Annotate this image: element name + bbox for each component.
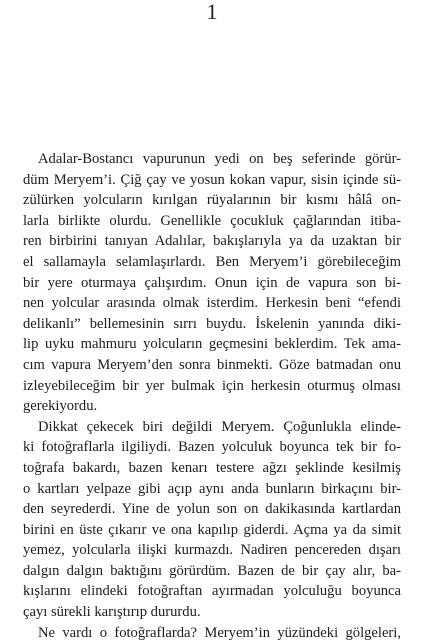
text-line: el sallamayla selamlaşırlardı. Ben Meryem’i görebileceğim bbox=[23, 253, 401, 270]
paragraph bbox=[23, 149, 401, 417]
chapter-number: 1 bbox=[206, 0, 218, 24]
text-line: Dikkat çekecek biri değildi Meryem. Çoğunlukla elinde- bbox=[38, 418, 401, 435]
text-line: cım vapura Meryem’den sonra binmekti. Göze batmadan onu bbox=[23, 356, 401, 373]
text-line: o kartları yelpaze gibi açıp aynı anda bunların birkaçını bir- bbox=[23, 480, 401, 497]
text-line: birini en üste çıkarır ve ona kapılıp giderdi. Açma ya da simit bbox=[23, 521, 401, 538]
body-text bbox=[23, 149, 401, 643]
text-line: yemez, yolcularla ilişki kurmazdı. Nadiren pencereden dışarı bbox=[23, 542, 401, 559]
text-line: izleyebileceğim bir yer bulmak için herkesin oturmuş olması bbox=[23, 377, 401, 394]
text-line: toğrafa bakardı, bazen kenarı testere ağzı şeklinde kesilmiş bbox=[23, 459, 401, 476]
text-line: düm Meryem’i. Çiğ çay ve yosun kokan vapur, sisin içinde sü- bbox=[23, 171, 401, 188]
text-line: larla birlikte olurdu. Genellikle çocukluk çağlarından itiba- bbox=[23, 212, 401, 229]
text-line: Ne vardı o fotoğraflarda? Meryem’in yüzündeki gölgeleri, bbox=[38, 624, 401, 641]
text-line: ki fotoğraflarla ilgiliydi. Bazen yolculuk boyunca tek bir fo- bbox=[23, 439, 401, 456]
text-line: den seyrederdi. Yine de yolun son on dakikasında kartlardan bbox=[23, 501, 401, 518]
text-line: zülürken yolcuların kırılgan rüyalarının bir kısmı hâlâ on- bbox=[23, 192, 401, 209]
text-line: lip uyku mahmuru yolcuların geçmesini beklerdim. Tek ama- bbox=[23, 336, 401, 353]
text-line: dalgın dalgın baktığını görürdüm. Bazen de bir çay alır, ba- bbox=[23, 562, 401, 579]
text-line: Adalar-Bostancı vapurunun yedi on beş seferinde görür- bbox=[38, 151, 401, 167]
text-line: nen yolcular arasında olmak isterdim. Herkesin beni “efendi bbox=[23, 295, 401, 312]
text-line: çayı sürekli karıştırıp dururdu. bbox=[23, 604, 201, 621]
paragraph bbox=[23, 417, 401, 623]
paragraph bbox=[23, 623, 401, 643]
text-line: delikanlı” bellemesinin sırrı buydu. İskelenin yanında diki- bbox=[23, 315, 401, 332]
text-line: gerekiyordu. bbox=[23, 398, 98, 415]
text-line: ren birbirini tanıyan Adalılar, bakışlarıyla ya da uzaktan bir bbox=[23, 233, 401, 250]
text-line: kışlarını elindeki fotoğraftan ayırmadan yolculuğu boyunca bbox=[23, 583, 401, 600]
text-line: bir yere oturmaya çalışırdım. Onun için de vapura son bi- bbox=[23, 274, 401, 291]
